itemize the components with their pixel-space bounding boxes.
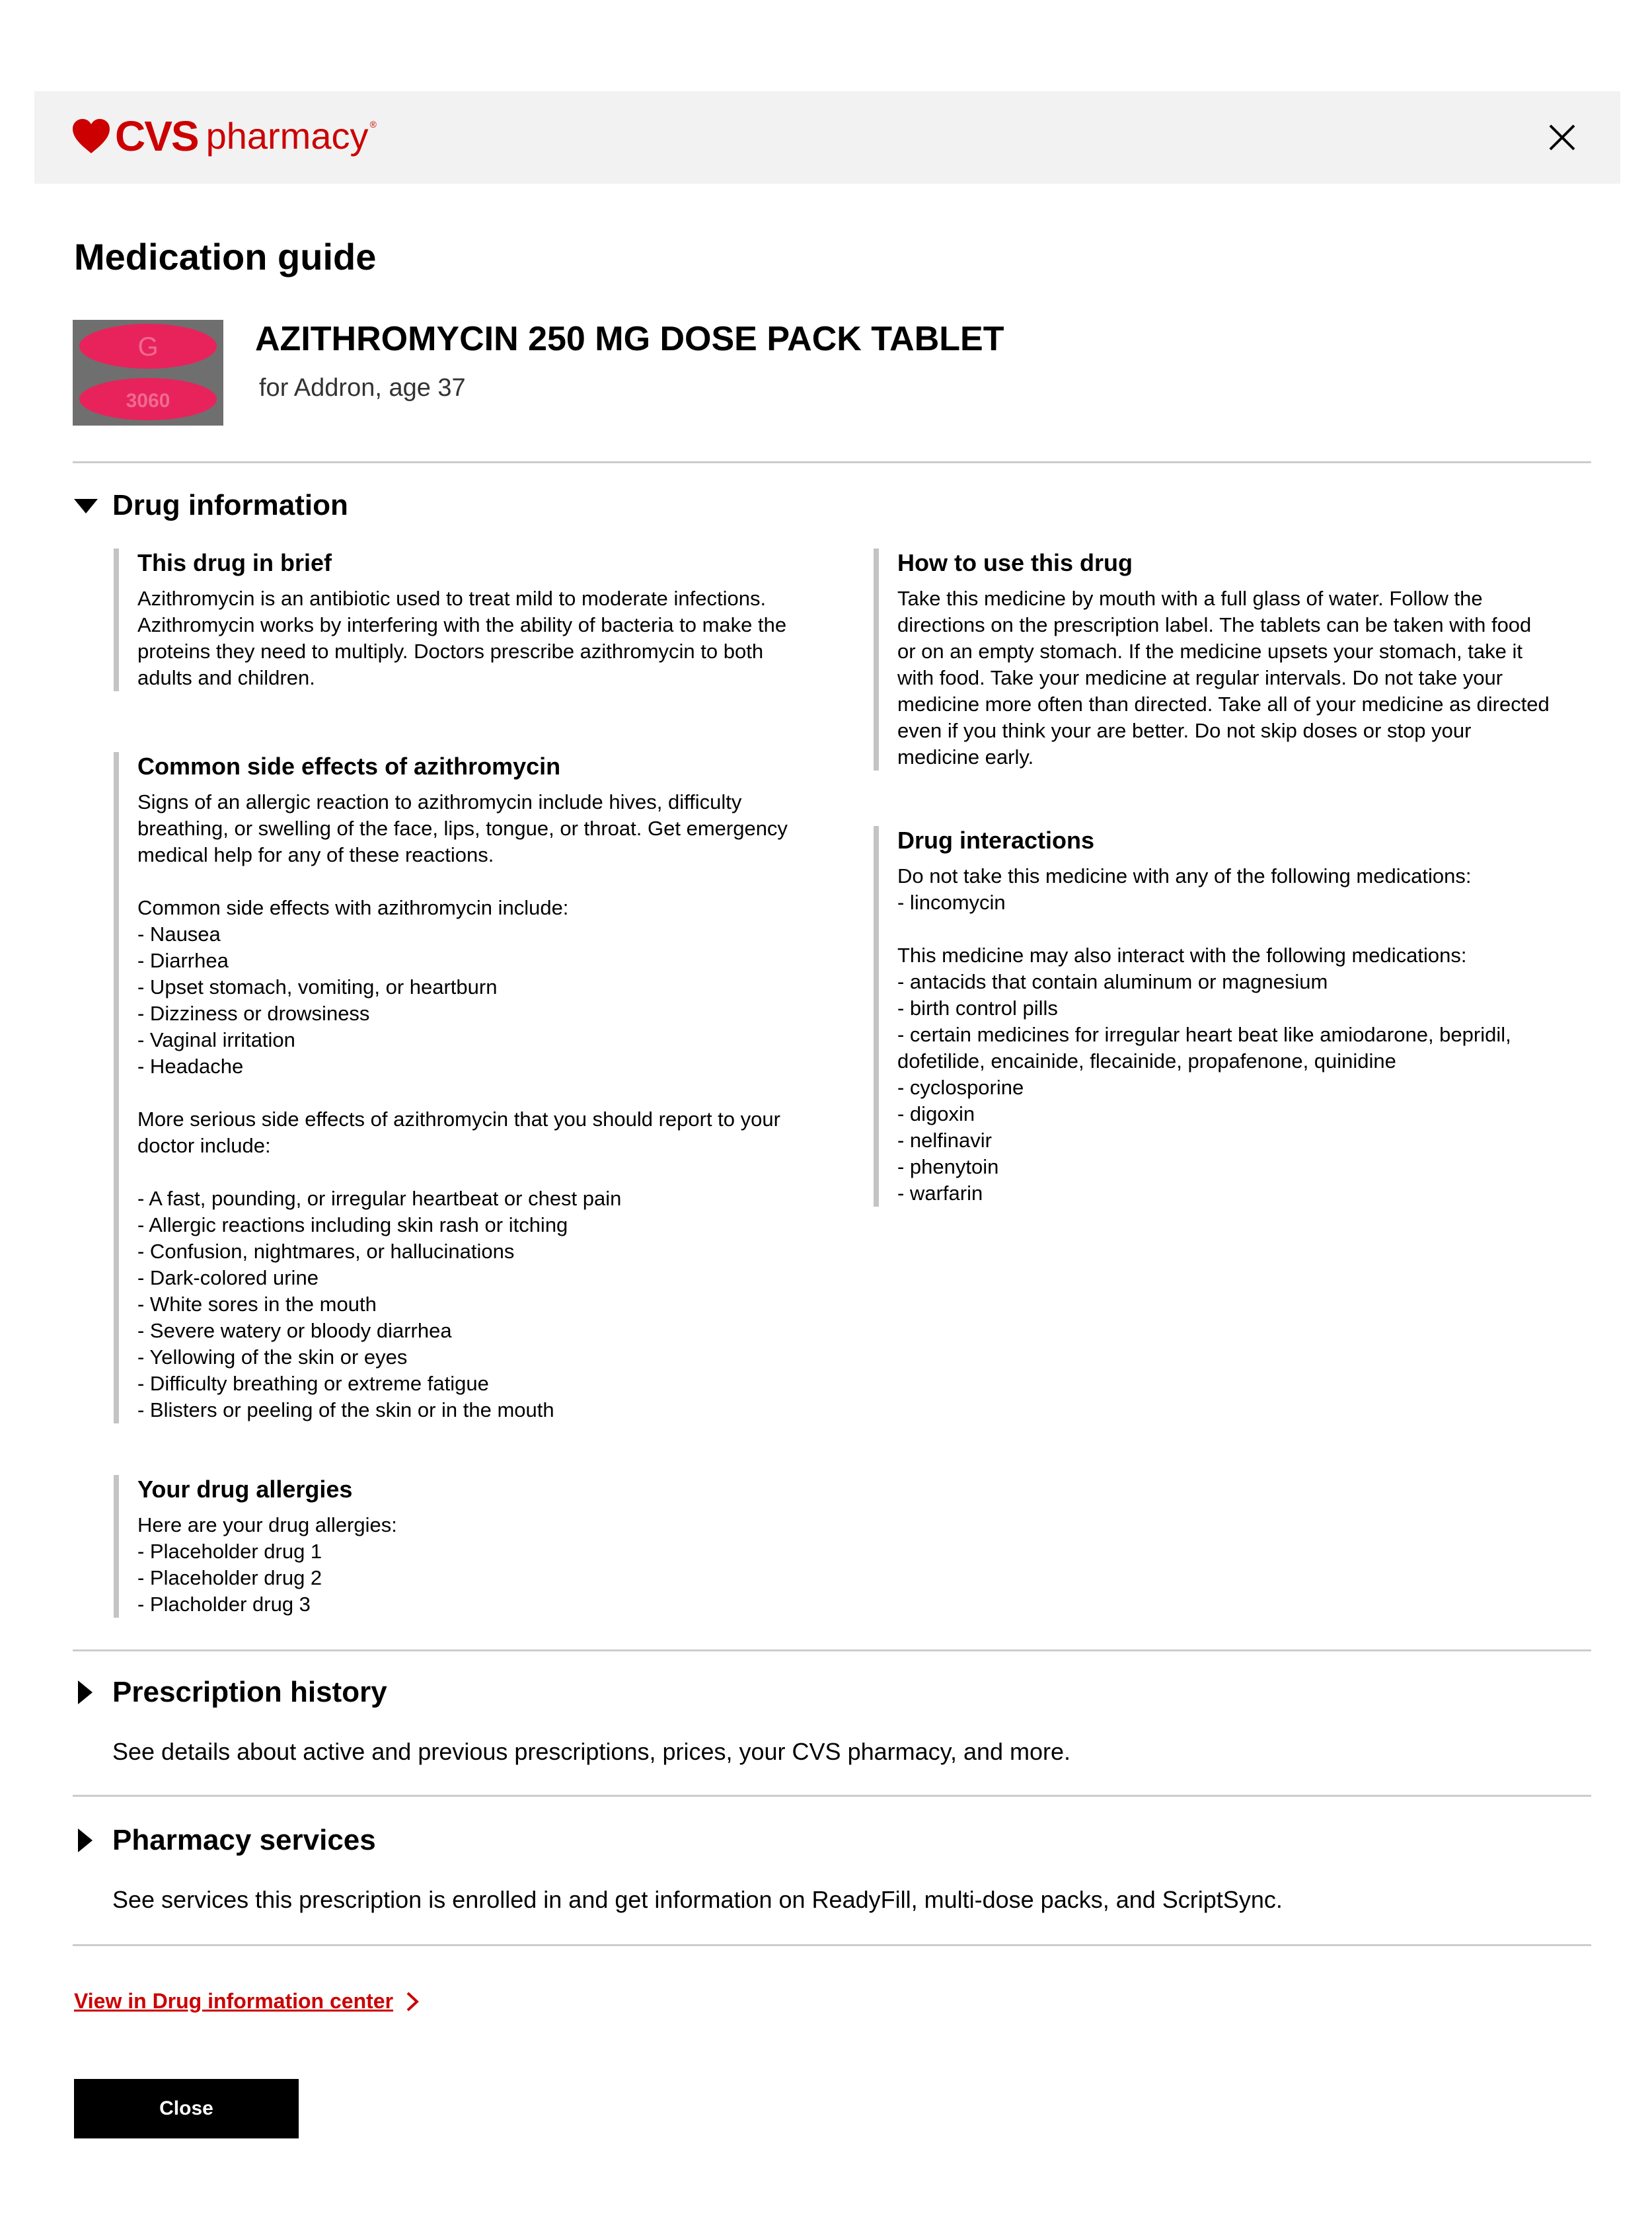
section-toggle-prescription-history[interactable] — [73, 1676, 387, 1709]
divider — [73, 1649, 1591, 1651]
section-toggle-pharmacy-services[interactable] — [73, 1824, 376, 1857]
drug-information-center-link[interactable] — [74, 1989, 421, 2014]
section-title: Prescription history — [112, 1676, 387, 1708]
info-block-drug-brief — [114, 548, 838, 691]
info-block-drug-allergies — [114, 1475, 838, 1618]
divider — [73, 1795, 1591, 1797]
section-title: Pharmacy services — [112, 1824, 376, 1856]
block-body: Signs of an allergic reaction to azithromycin include hives, difficulty breathing, or swelling of the face, lips, tongue, or throat. Get emergency medical help for any of these reactions. Common side effects with azithromycin include: - Nausea - Diarrhea - Upset stomach, vomiting, or heartburn - Dizziness or drowsiness - Vaginal irritation - Headache More serious side effects of azithromycin that you should report to your doctor include: - A fast, pounding, or irregular heartbeat or chest pain - Allergic reactions including skin rash or itching - Confusion, nightmares, or hallucinations - Dark-colored urine - White sores in the mouth - Severe watery or bloody diarrhea - Yellowing of the skin or eyes - Difficulty breathing or extreme fatigue - Blisters or peeling of the skin or in the mouth — [137, 790, 788, 1421]
close-icon[interactable] — [1542, 118, 1582, 157]
block-title: Drug interactions — [897, 827, 1095, 854]
close-button[interactable]: Close — [74, 2079, 299, 2138]
block-body: Here are your drug allergies: - Placeholder drug 1 - Placeholder drug 2 - Placholder drug 3 — [137, 1513, 397, 1616]
link-label: View in Drug information center — [74, 1989, 394, 2013]
page-title: Medication guide — [74, 236, 377, 278]
logo-cvs-text: CVS — [115, 112, 198, 160]
section-description: See services this prescription is enrolled in and get information on ReadyFill, multi-dose packs, and ScriptSync. — [112, 1886, 1283, 1913]
block-body: Azithromycin is an antibiotic used to treat mild to moderate infections. Azithromycin works by interfering with the ability of bacteria to make the proteins they need to multiply. Doctors prescribe azithromycin to both adults and children. — [137, 587, 787, 689]
chevron-right-icon — [404, 1990, 421, 2013]
block-body: Do not take this medicine with any of the following medications: - lincomycin This medicine may also interact with the following medications: - antacids that contain aluminum or magnesium - birth control pills - certain medicines for irregular heart beat like amiodarone, bepridil, dofetilide, encainide, flecainide, propafenone, quinidine - cyclosporine - digoxin - nelfinavir - phenytoin - warfarin — [897, 864, 1511, 1205]
divider — [73, 1944, 1591, 1946]
block-title: This drug in brief — [137, 549, 332, 576]
triangle-down-icon — [73, 492, 99, 519]
triangle-right-icon — [73, 1827, 99, 1854]
logo-registered-mark: ® — [369, 119, 377, 130]
divider — [73, 461, 1591, 463]
section-description: See details about active and previous prescriptions, prices, your CVS pharmacy, and more. — [112, 1738, 1071, 1765]
cvs-pharmacy-logo — [71, 112, 377, 160]
logo-pharmacy-text: pharmacy — [206, 115, 369, 157]
block-title: Common side effects of azithromycin — [137, 753, 561, 780]
info-block-drug-interactions — [874, 826, 1624, 1207]
drug-name: AZITHROMYCIN 250 MG DOSE PACK TABLET — [255, 320, 1004, 358]
triangle-right-icon — [73, 1679, 99, 1706]
pill-imprint-bottom: 3060 — [126, 390, 170, 412]
heart-icon — [71, 118, 111, 155]
pill-imprint-top: G — [137, 332, 159, 361]
info-block-how-to-use — [874, 548, 1624, 771]
pill-illustration — [73, 320, 223, 426]
block-title: How to use this drug — [897, 549, 1133, 576]
section-title: Drug information — [112, 489, 348, 521]
info-block-side-effects — [114, 752, 838, 1423]
block-body: Take this medicine by mouth with a full glass of water. Follow the directions on the prescription label. The tablets can be taken with food or on an empty stomach. If the medicine upsets your stomach, take it with food. Take your medicine at regular intervals. Do not take your medicine more often than directed. Take all of your medicine as directed even if you think your are better. Do not skip doses or stop your medicine early. — [897, 587, 1550, 769]
header-bar — [34, 91, 1620, 184]
section-toggle-drug-information[interactable] — [73, 489, 348, 522]
drug-patient-info: for Addron, age 37 — [259, 374, 466, 402]
pill-image — [73, 320, 223, 426]
block-title: Your drug allergies — [137, 1476, 353, 1503]
